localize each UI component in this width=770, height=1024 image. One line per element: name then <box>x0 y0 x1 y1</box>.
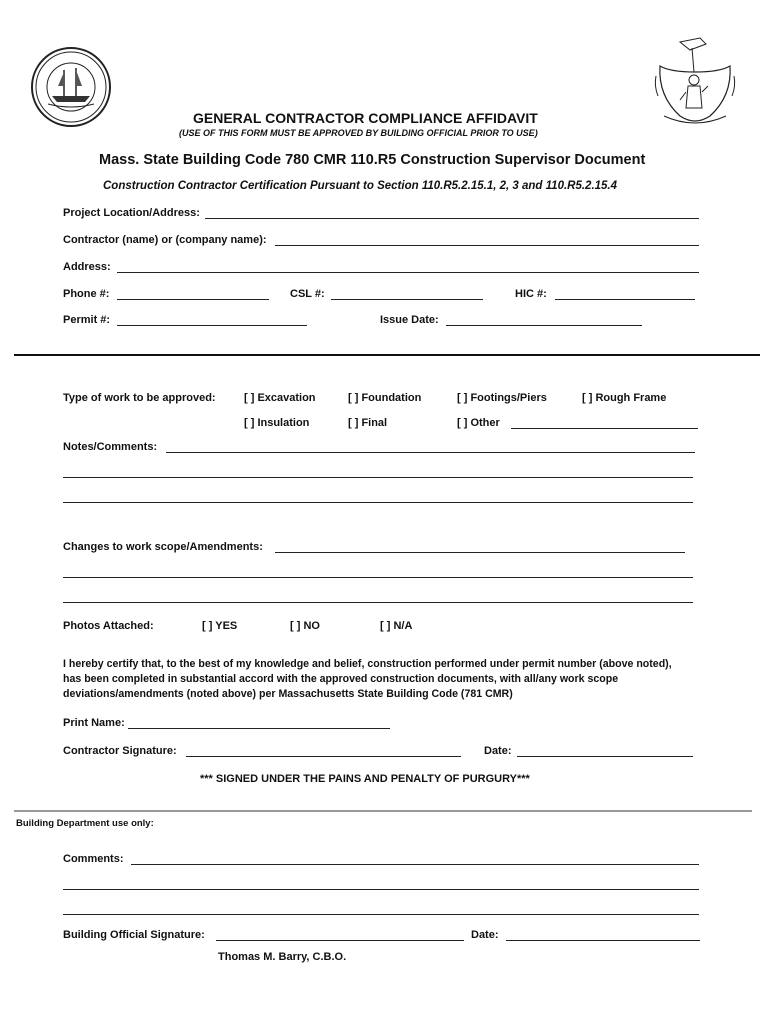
checkbox-rough-frame[interactable]: [ ] Rough Frame <box>582 392 667 404</box>
checkbox-insulation[interactable]: [ ] Insulation <box>244 417 310 429</box>
checkbox-footings-piers[interactable]: [ ] Footings/Piers <box>457 392 547 404</box>
issue-date-field[interactable] <box>446 325 642 326</box>
department-comments-field-1[interactable] <box>131 864 699 865</box>
checkbox-foundation[interactable]: [ ] Foundation <box>348 392 422 404</box>
official-name: Thomas M. Barry, C.B.O. <box>218 951 347 963</box>
changes-field-1[interactable] <box>275 552 685 553</box>
penalty-statement: *** SIGNED UNDER THE PAINS AND PENALTY OF PURGURY*** <box>200 773 530 785</box>
certify-text-line-2: has been completed in substantial accord with the approved construction documents, with all/any work scope <box>63 673 619 685</box>
department-divider <box>14 810 752 812</box>
official-date-field[interactable] <box>506 940 700 941</box>
changes-label: Changes to work scope/Amendments: <box>63 541 263 553</box>
phone-label: Phone #: <box>63 288 110 300</box>
form-subtitle: (USE OF THIS FORM MUST BE APPROVED BY BUILDING OFFICIAL PRIOR TO USE) <box>179 128 538 138</box>
notes-field-3[interactable] <box>63 502 693 503</box>
state-seal-logo <box>650 36 740 128</box>
certify-text-line-3: deviations/amendments (noted above) per Massachusetts State Building Code (781 CMR) <box>63 688 513 700</box>
permit-label: Permit #: <box>63 314 111 326</box>
town-seal-logo <box>30 46 112 128</box>
print-name-label: Print Name: <box>63 717 125 729</box>
official-signature-label: Building Official Signature: <box>63 929 205 941</box>
contractor-label: Contractor (name) or (company name): <box>63 234 267 246</box>
official-date-label: Date: <box>471 929 499 941</box>
checkbox-photos-na[interactable]: [ ] N/A <box>380 620 413 632</box>
checkbox-photos-no[interactable]: [ ] NO <box>290 620 320 632</box>
csl-label: CSL #: <box>290 288 325 300</box>
checkbox-photos-yes[interactable]: [ ] YES <box>202 620 238 632</box>
notes-label: Notes/Comments: <box>63 441 158 453</box>
permit-field[interactable] <box>117 325 307 326</box>
other-field[interactable] <box>511 428 698 429</box>
contractor-date-label: Date: <box>484 745 512 757</box>
form-title: GENERAL CONTRACTOR COMPLIANCE AFFIDAVIT <box>193 110 538 126</box>
contractor-signature-label: Contractor Signature: <box>63 745 177 757</box>
contractor-signature-field[interactable] <box>186 756 461 757</box>
document-title: Mass. State Building Code 780 CMR 110.R5 Construction Supervisor Document <box>99 152 646 168</box>
department-comments-label: Comments: <box>63 853 124 865</box>
department-comments-field-3[interactable] <box>63 914 699 915</box>
checkbox-excavation[interactable]: [ ] Excavation <box>244 392 316 404</box>
issue-date-label: Issue Date: <box>380 314 439 326</box>
checkbox-final[interactable]: [ ] Final <box>348 417 388 429</box>
changes-field-3[interactable] <box>63 602 693 603</box>
department-label: Building Department use only: <box>16 818 154 829</box>
csl-field[interactable] <box>331 299 483 300</box>
phone-field[interactable] <box>117 299 269 300</box>
department-comments-field-2[interactable] <box>63 889 699 890</box>
notes-field-1[interactable] <box>166 452 695 453</box>
address-label: Address: <box>63 261 111 273</box>
changes-field-2[interactable] <box>63 577 693 578</box>
contractor-field[interactable] <box>275 245 699 246</box>
work-type-label: Type of work to be approved: <box>63 392 216 404</box>
hic-field[interactable] <box>555 299 695 300</box>
print-name-field[interactable] <box>128 728 390 729</box>
hic-label: HIC #: <box>515 288 547 300</box>
official-signature-field[interactable] <box>216 940 464 941</box>
section-divider <box>14 354 760 356</box>
project-location-field[interactable] <box>205 218 699 219</box>
certification-heading: Construction Contractor Certification Pursuant to Section 110.R5.2.15.1, 2, 3 and 110.R5.2.15.4 <box>103 180 618 192</box>
notes-field-2[interactable] <box>63 477 693 478</box>
contractor-date-field[interactable] <box>517 756 693 757</box>
checkbox-other[interactable]: [ ] Other <box>457 417 500 429</box>
certify-text-line-1: I hereby certify that, to the best of my knowledge and belief, construction performed under permit number (above noted), <box>63 658 672 670</box>
photos-label: Photos Attached: <box>63 620 154 632</box>
project-location-label: Project Location/Address: <box>63 207 200 219</box>
address-field[interactable] <box>117 272 699 273</box>
